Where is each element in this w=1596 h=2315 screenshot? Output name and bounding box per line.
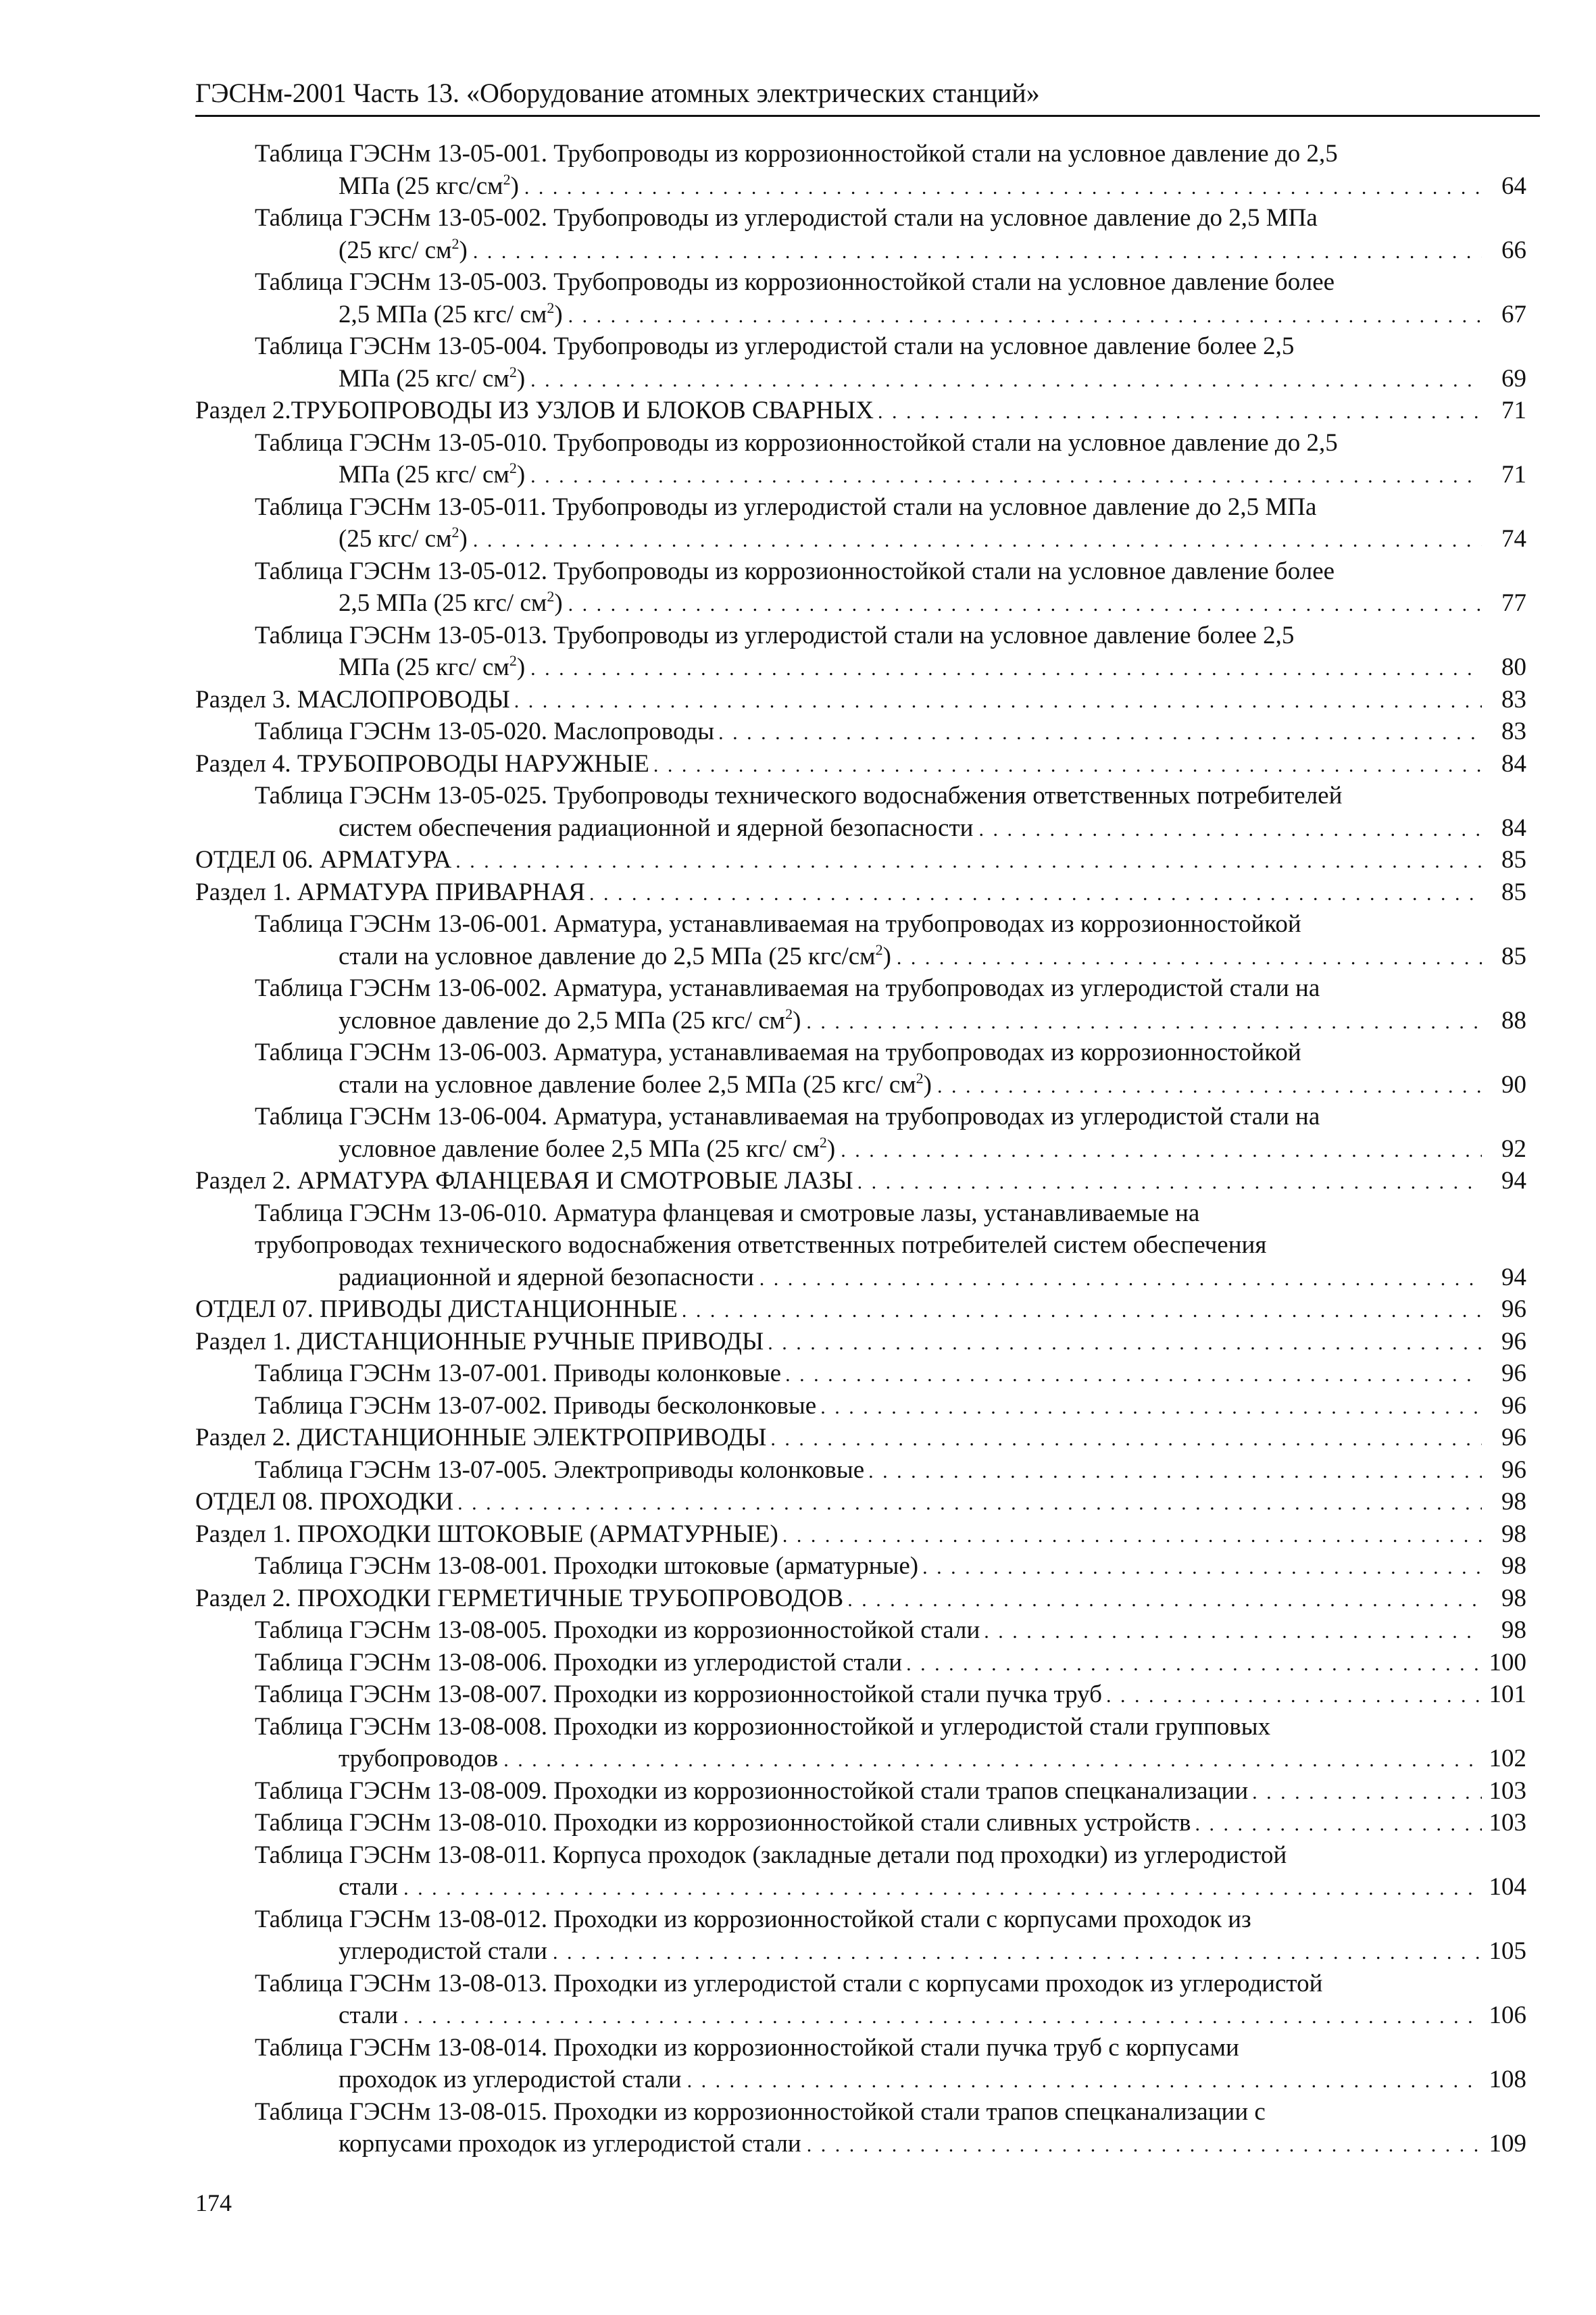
toc-table-entry[interactable] [195, 908, 1526, 972]
dot-leader [805, 1012, 1482, 1032]
toc-entry-title: ОТДЕЛ 08. ПРОХОДКИ [195, 1488, 454, 1516]
toc-section-entry[interactable] [195, 748, 1526, 780]
toc-entry-title: МПа (25 кгс/$см^2$) [339, 170, 519, 200]
dot-leader [589, 884, 1482, 904]
toc-entry-title: Раздел 1. ДИСТАНЦИОННЫЕ РУЧНЫЕ ПРИВОДЫ [195, 1327, 764, 1355]
toc-table-entry[interactable] [195, 2032, 1526, 2096]
toc-page-number: 96 [1501, 1391, 1526, 1420]
toc-table-entry[interactable] [195, 138, 1526, 202]
toc-page-number: 80 [1501, 653, 1526, 681]
toc-entry-title: ОТДЕЛ 06. АРМАТУРА [195, 846, 452, 874]
dot-leader [922, 1558, 1482, 1578]
toc-entry-title: Таблица ГЭСНм 13-05-020. Маслопроводы [255, 718, 715, 745]
toc-section-entry[interactable] [195, 395, 1526, 427]
dot-leader [686, 2071, 1482, 2091]
dot-leader [402, 1878, 1482, 1899]
toc-table-entry[interactable] [195, 1647, 1526, 1679]
toc-page-number: 98 [1501, 1488, 1526, 1516]
dot-leader [936, 1076, 1482, 1097]
toc-entry-title: трубопроводов [339, 1745, 499, 1772]
toc-entry-title: 2,5 МПа (25 кгс/ $см^2$) [339, 588, 563, 617]
dot-leader [977, 820, 1482, 840]
toc-page-number: 103 [1489, 1809, 1526, 1837]
toc-table-entry[interactable] [195, 1903, 1526, 1968]
dot-leader [402, 2007, 1482, 2027]
dot-leader [529, 466, 1482, 487]
toc-entry-title: Раздел 2. АРМАТУРА ФЛАНЦЕВАЯ И СМОТРОВЫЕ ЛАЗЫ [195, 1167, 853, 1195]
toc-page-number: 77 [1501, 589, 1526, 617]
toc-entry-line: Таблица ГЭСНм 13-06-002. Арматура, устанавливаемая на трубопроводах из углеродистой стали на [255, 974, 1320, 1002]
toc-page-number: 96 [1501, 1327, 1526, 1355]
toc-page-number: 98 [1501, 1552, 1526, 1580]
toc-entry-line: Таблица ГЭСНм 13-05-025. Трубопроводы технического водоснабжения ответственных потребителей [255, 782, 1343, 810]
toc-page-number: 67 [1501, 300, 1526, 328]
toc-entry-line: Таблица ГЭСНм 13-05-013. Трубопроводы из углеродистой стали на условное давление более 2,5 [255, 621, 1295, 649]
toc-page-number: 71 [1501, 397, 1526, 424]
toc-entry-title: Раздел 1. АРМАТУРА ПРИВАРНАЯ [195, 878, 585, 906]
toc-page-number: 96 [1501, 1295, 1526, 1323]
dot-leader [514, 691, 1482, 712]
toc-page-number: 94 [1501, 1263, 1526, 1291]
toc-page-number: 85 [1501, 942, 1526, 970]
dot-leader [1195, 1814, 1482, 1835]
toc-entry-line: Таблица ГЭСНм 13-05-002. Трубопроводы из углеродистой стали на условное давление до 2,5 МПа [255, 204, 1318, 232]
toc-entry-line: Таблица ГЭСНм 13-06-004. Арматура, устанавливаемая на трубопроводах из углеродистой стали на [255, 1103, 1320, 1130]
dot-leader [718, 723, 1482, 743]
toc-table-entry[interactable] [195, 1839, 1526, 1903]
toc-entry-title: стали на условное давление более 2,5 МПа (25 кгс/ $см^2$) [339, 1069, 932, 1099]
toc-table-entry[interactable] [195, 1807, 1526, 1839]
toc-table-entry[interactable] [195, 1614, 1526, 1647]
toc-entry-title: (25 кгс/ $см^2$) [339, 234, 468, 264]
toc-table-entry[interactable] [195, 202, 1526, 266]
toc-entry-title: Таблица ГЭСНм 13-08-005. Проходки из коррозионностойкой стали [255, 1616, 980, 1644]
toc-page-number: 101 [1489, 1681, 1526, 1708]
toc-page-number: 98 [1501, 1520, 1526, 1548]
toc-entry-title: 2,5 МПа (25 кгс/ $см^2$) [339, 299, 563, 328]
dot-leader [847, 1590, 1482, 1610]
header-rule [195, 115, 1540, 117]
toc-table-entry[interactable] [195, 1037, 1526, 1101]
toc-entry-title: Таблица ГЭСНм 13-07-001. Приводы колонковые [255, 1360, 782, 1387]
toc-page-number: 102 [1489, 1745, 1526, 1772]
toc-entry-line: Таблица ГЭСНм 13-08-013. Проходки из углеродистой стали с корпусами проходок из углеродистой [255, 1969, 1323, 1997]
toc-table-entry[interactable] [195, 1711, 1526, 1775]
toc-page-number: 98 [1501, 1584, 1526, 1612]
dot-leader [567, 306, 1482, 326]
toc-section-entry[interactable] [195, 844, 1526, 876]
dot-leader [857, 1172, 1482, 1193]
toc-page-number: 106 [1489, 2001, 1526, 2029]
toc-entry-title: стали [339, 1873, 399, 1901]
dot-leader [820, 1397, 1482, 1418]
page-number: 174 [195, 2189, 232, 2216]
toc-entry-line: Таблица ГЭСНм 13-05-004. Трубопроводы из углеродистой стали на условное давление более 2,5 [255, 332, 1295, 360]
toc-table-entry[interactable] [195, 1550, 1526, 1583]
toc-table-entry[interactable] [195, 2096, 1526, 2160]
toc-entry-line: Таблица ГЭСНм 13-06-001. Арматура, устанавливаемая на трубопроводах из коррозионностойкой [255, 910, 1301, 938]
toc-page-number: 96 [1501, 1424, 1526, 1451]
toc-page-number: 83 [1501, 718, 1526, 745]
toc-section-entry[interactable] [195, 1583, 1526, 1615]
toc-entry-title: радиационной и ядерной безопасности [339, 1263, 754, 1291]
toc-entry-line: трубопроводах технического водоснабжения ответственных потребителей систем обеспечения [255, 1231, 1267, 1259]
toc-entry-line: Таблица ГЭСНм 13-05-001. Трубопроводы из коррозионностойкой стали на условное давление до 2,5 [255, 140, 1338, 168]
dot-leader [782, 1526, 1482, 1546]
dot-leader [523, 178, 1482, 198]
toc-page-number: 84 [1501, 749, 1526, 778]
dot-leader [682, 1301, 1482, 1321]
dot-leader [770, 1429, 1482, 1449]
toc-entry-title: Таблица ГЭСНм 13-07-002. Приводы бесколонковые [255, 1391, 817, 1420]
toc-entry-title: (25 кгс/ $см^2$) [339, 524, 468, 553]
toc-entry-title: систем обеспечения радиационной и ядерной безопасности [339, 814, 974, 842]
toc-page-number: 109 [1489, 2130, 1526, 2158]
dot-leader [653, 755, 1482, 776]
toc-entry-title: Таблица ГЭСНм 13-08-010. Проходки из коррозионностойкой стали сливных устройств [255, 1809, 1191, 1837]
toc-section-entry[interactable] [195, 684, 1526, 716]
toc-page-number: 74 [1501, 525, 1526, 553]
dot-leader [529, 370, 1482, 391]
toc-entry-line: Таблица ГЭСНм 13-05-011. Трубопроводы из углеродистой стали на условное давление до 2,5 МПа [255, 493, 1317, 521]
toc-entry-title: углеродистой стали [339, 1937, 547, 1965]
dot-leader [472, 242, 1482, 262]
toc-entry-title: Раздел 3. МАСЛОПРОВОДЫ [195, 685, 510, 714]
toc-page-number: 96 [1501, 1360, 1526, 1387]
toc-entry-title: условное давление более 2,5 МПа (25 кгс/ $см^2$) [339, 1133, 836, 1163]
toc-table-entry[interactable] [195, 427, 1526, 491]
toc-entry-title: стали [339, 2001, 399, 2029]
toc-page-number: 100 [1489, 1648, 1526, 1676]
dot-leader [758, 1269, 1482, 1289]
toc-section-entry[interactable] [195, 1326, 1526, 1358]
toc-entry-title: Таблица ГЭСНм 13-08-009. Проходки из коррозионностойкой стали трапов спецканализации [255, 1776, 1249, 1805]
toc-entry-line: Таблица ГЭСНм 13-08-015. Проходки из коррозионностойкой стали трапов спецканализации с [255, 2097, 1266, 2126]
toc-table-entry[interactable] [195, 620, 1526, 684]
toc-table-entry[interactable] [195, 780, 1526, 844]
toc-entry-line: Таблица ГЭСНм 13-06-003. Арматура, устанавливаемая на трубопроводах из коррозионностойкой [255, 1039, 1301, 1066]
toc-table-entry[interactable] [195, 1197, 1526, 1294]
toc-page-number: 83 [1501, 685, 1526, 714]
toc-entry-title: стали на условное давление до 2,5 МПа (25 кгс/$см^2$) [339, 941, 891, 970]
toc-table-entry[interactable] [195, 330, 1526, 395]
toc-entry-line: Таблица ГЭСНм 13-05-010. Трубопроводы из коррозионностойкой стали на условное давление до 2,5 [255, 428, 1338, 457]
toc-entry-title: Таблица ГЭСНм 13-08-001. Проходки штоковые (арматурные) [255, 1552, 919, 1580]
toc-table-entry[interactable] [195, 1101, 1526, 1165]
toc-page-number: 90 [1501, 1070, 1526, 1099]
toc-entry-line: Таблица ГЭСНм 13-08-011. Корпуса проходок (закладные детали под проходки) из углеродистой [255, 1841, 1287, 1869]
toc-table-entry[interactable] [195, 555, 1526, 620]
toc-section-entry[interactable] [195, 1486, 1526, 1518]
toc-page-number: 88 [1501, 1006, 1526, 1035]
dot-leader [455, 851, 1482, 872]
dot-leader [1252, 1783, 1482, 1803]
dot-leader [868, 1462, 1482, 1482]
toc-table-entry[interactable] [195, 1775, 1526, 1808]
toc-entry-line: Таблица ГЭСНм 13-08-014. Проходки из коррозионностойкой стали пучка труб с корпусами [255, 2033, 1239, 2062]
toc-page-number: 71 [1501, 461, 1526, 489]
toc-page-number: 85 [1501, 846, 1526, 874]
toc-page-number: 105 [1489, 1937, 1526, 1965]
toc-entry-line: Таблица ГЭСНм 13-06-010. Арматура фланцевая и смотровые лазы, устанавливаемые на [255, 1199, 1200, 1227]
toc-table-entry[interactable] [195, 491, 1526, 555]
toc-table-entry[interactable] [195, 716, 1526, 748]
toc-entry-title: Раздел 4. ТРУБОПРОВОДЫ НАРУЖНЫЕ [195, 749, 649, 778]
toc-entry-line: Таблица ГЭСНм 13-05-003. Трубопроводы из коррозионностойкой стали на условное давление более [255, 268, 1335, 296]
toc-entry-line: Таблица ГЭСНм 13-08-012. Проходки из коррозионностойкой стали с корпусами проходок из [255, 1905, 1251, 1933]
dot-leader [551, 1943, 1482, 1963]
toc-entry-title: Таблица ГЭСНм 13-07-005. Электроприводы колонковые [255, 1455, 865, 1484]
toc-entry-title: МПа (25 кгс/ $см^2$) [339, 363, 526, 393]
toc-page-number: 108 [1489, 2066, 1526, 2093]
dot-leader [502, 1750, 1482, 1770]
toc-section-entry[interactable] [195, 1518, 1526, 1551]
toc-section-entry[interactable] [195, 1422, 1526, 1454]
toc-entry-title: Раздел 2.ТРУБОПРОВОДЫ ИЗ УЗЛОВ И БЛОКОВ СВАРНЫХ [195, 397, 874, 424]
toc-page-number: 66 [1501, 236, 1526, 264]
dot-leader [472, 530, 1482, 551]
toc-page-number: 98 [1501, 1616, 1526, 1644]
dot-leader [878, 402, 1482, 422]
toc-table-entry[interactable] [195, 1358, 1526, 1390]
dot-leader [768, 1333, 1482, 1353]
toc-page-number: 104 [1489, 1873, 1526, 1901]
toc-table-entry[interactable] [195, 1968, 1526, 2032]
dot-leader [785, 1365, 1482, 1385]
dot-leader [529, 659, 1482, 679]
toc-entry-title: Таблица ГЭСНм 13-08-007. Проходки из коррозионностойкой стали пучка труб [255, 1681, 1102, 1708]
toc-page-number: 84 [1501, 814, 1526, 842]
running-header: ГЭСНм-2001 Часть 13. «Оборудование атомных электрических станций» [195, 78, 1040, 108]
toc-page-number: 69 [1501, 364, 1526, 393]
toc-page-number: 103 [1489, 1776, 1526, 1805]
toc-section-entry[interactable] [195, 1165, 1526, 1197]
dot-leader [906, 1654, 1482, 1674]
toc-entry-title: МПа (25 кгс/ $см^2$) [339, 652, 526, 681]
dot-leader [567, 595, 1482, 615]
toc-entry-title: Раздел 2. ДИСТАНЦИОННЫЕ ЭЛЕКТРОПРИВОДЫ [195, 1424, 767, 1451]
toc-table-entry[interactable] [195, 1454, 1526, 1487]
toc-page-number: 96 [1501, 1455, 1526, 1484]
toc-table-entry[interactable] [195, 972, 1526, 1037]
toc-entry-title: ОТДЕЛ 07. ПРИВОДЫ ДИСТАНЦИОННЫЕ [195, 1295, 678, 1323]
dot-leader [895, 948, 1482, 968]
dot-leader [1106, 1686, 1482, 1706]
dot-leader [839, 1141, 1482, 1161]
table-of-contents [195, 138, 1526, 2160]
toc-table-entry[interactable] [195, 1390, 1526, 1422]
dot-leader [805, 2135, 1482, 2156]
toc-table-entry[interactable] [195, 266, 1526, 330]
toc-entry-title: МПа (25 кгс/ $см^2$) [339, 459, 526, 489]
toc-page-number: 92 [1501, 1135, 1526, 1163]
toc-page-number: 94 [1501, 1167, 1526, 1195]
toc-entry-title: Раздел 1. ПРОХОДКИ ШТОКОВЫЕ (АРМАТУРНЫЕ) [195, 1520, 778, 1548]
toc-entry-title: корпусами проходок из углеродистой стали [339, 2130, 801, 2158]
dot-leader [984, 1622, 1482, 1642]
toc-entry-title: проходок из углеродистой стали [339, 2066, 682, 2093]
toc-page-number: 85 [1501, 878, 1526, 906]
toc-entry-title: Таблица ГЭСНм 13-08-006. Проходки из углеродистой стали [255, 1648, 903, 1676]
toc-section-entry[interactable] [195, 876, 1526, 909]
toc-entry-line: Таблица ГЭСНм 13-08-008. Проходки из коррозионностойкой и углеродистой стали групповых [255, 1712, 1271, 1741]
toc-entry-title: условное давление до 2,5 МПа (25 кгс/ $см^2$) [339, 1005, 801, 1035]
toc-table-entry[interactable] [195, 1678, 1526, 1711]
toc-page-number: 64 [1501, 172, 1526, 200]
dot-leader [457, 1493, 1482, 1514]
toc-entry-line: Таблица ГЭСНм 13-05-012. Трубопроводы из коррозионностойкой стали на условное давление более [255, 557, 1335, 585]
toc-entry-title: Раздел 2. ПРОХОДКИ ГЕРМЕТИЧНЫЕ ТРУБОПРОВОДОВ [195, 1584, 844, 1612]
toc-section-entry[interactable] [195, 1293, 1526, 1326]
